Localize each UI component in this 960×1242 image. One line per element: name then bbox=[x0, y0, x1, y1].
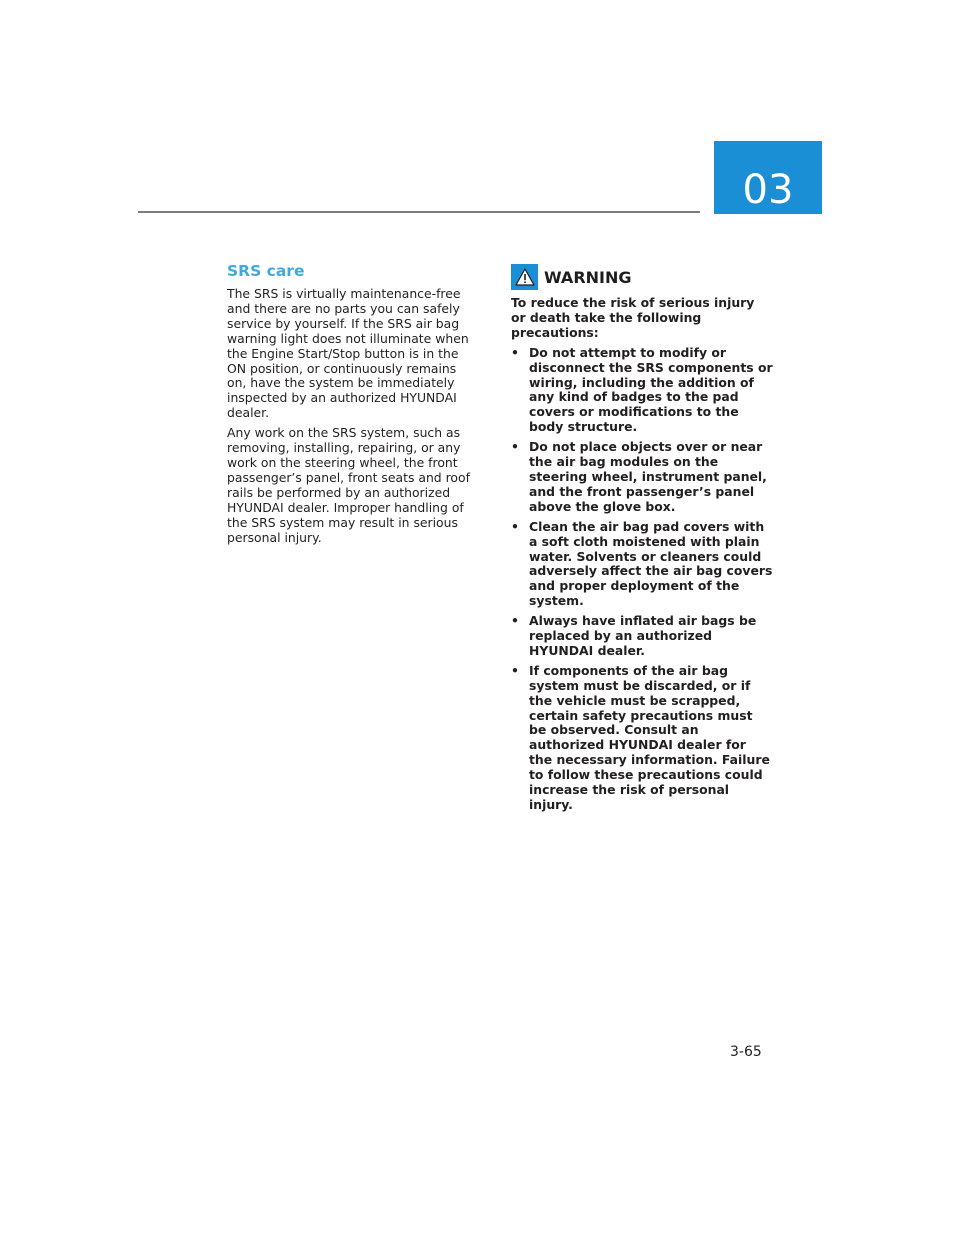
list-item bbox=[511, 664, 773, 813]
list-item-text: If components of the air bag system must be discarded, or if the vehicle must be scrapped, certain safety precautions must be observed. Consult an authorized HYUNDAI dealer for the necessary information. Failure to follow these precautions could increase the risk of personal injury. bbox=[529, 662, 770, 812]
list-item-text: Always have inflated air bags be replaced by an authorized HYUNDAI dealer. bbox=[529, 613, 757, 658]
warning-intro: To reduce the risk of serious injury or death take the following precautions: bbox=[511, 295, 755, 340]
list-item bbox=[511, 440, 773, 515]
warning-triangle-icon bbox=[511, 264, 538, 290]
page-number: 3-65 bbox=[730, 1044, 762, 1060]
bullet: • bbox=[511, 344, 519, 360]
warning-header bbox=[511, 264, 773, 290]
list-item bbox=[511, 614, 773, 659]
paragraph: Any work on the SRS system, such as removing, installing, repairing, or any work on the steering wheel, the front passenger’s panel, front seats and roof rails be performed by an authorized HYUNDAI dealer. Improper handling of the SRS system may result in serious personal injury. bbox=[227, 425, 470, 545]
bullet: • bbox=[511, 613, 519, 629]
bullet: • bbox=[511, 439, 519, 455]
bullet: • bbox=[511, 518, 519, 534]
warning-title: WARNING bbox=[544, 267, 632, 287]
paragraph: The SRS is virtually maintenance-free and there are no parts you can safely service by yourself. If the SRS air bag warning light does not illuminate when the Engine Start/Stop button is in the ON position, or continuously remains on, have the system be immediately inspected by an authorized HYUNDAI dealer. bbox=[227, 286, 469, 421]
list-item bbox=[511, 346, 773, 435]
list-item-text: Clean the air bag pad covers with a soft cloth moistened with plain water. Solvents or cleaners could adversely affect the air bag covers and proper deployment of the system. bbox=[529, 518, 773, 609]
srs-care-section bbox=[227, 262, 472, 550]
list-item-text: Do not attempt to modify or disconnect the SRS components or wiring, including the addition of any kind of badges to the pad covers or modifications to the body structure. bbox=[529, 344, 773, 435]
bullet: • bbox=[511, 662, 519, 678]
list-item bbox=[511, 520, 773, 609]
chapter-tab bbox=[714, 141, 822, 214]
chapter-number: 03 bbox=[742, 166, 794, 213]
warning-box bbox=[511, 264, 773, 818]
warning-list bbox=[511, 346, 773, 813]
header-rule bbox=[138, 211, 700, 213]
section-heading: SRS care bbox=[227, 262, 305, 280]
list-item-text: Do not place objects over or near the air bag modules on the steering wheel, instrument panel, and the front passenger’s panel above the glove box. bbox=[529, 439, 767, 514]
